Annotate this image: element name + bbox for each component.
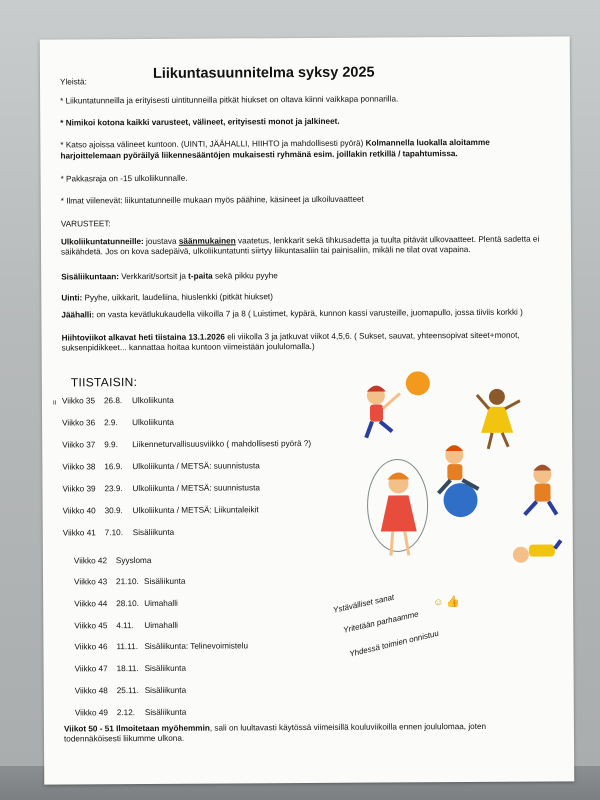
schedule-week: Viikko 40 (62, 506, 96, 516)
schedule-date: 16.9. (104, 462, 123, 472)
equipment-indoor-label: Sisäliikuntaan: (61, 272, 120, 282)
schedule-week: Viikko 36 (62, 418, 96, 428)
schedule-row (62, 439, 311, 450)
schedule-week: Viikko 39 (62, 484, 96, 494)
schedule-date: 26.8. (103, 396, 123, 406)
schedule-activity: Ulkoliikunta (131, 395, 174, 406)
schedule-row (74, 577, 185, 587)
thumbs-up-icon: 👍 (446, 596, 460, 609)
orange-ball (406, 371, 430, 395)
equipment-label: VARUSTEET: (60, 219, 111, 229)
equipment-indoor (61, 271, 278, 282)
schedule-row (63, 528, 174, 538)
handwritten-line-2: Yritetään parhaamme (342, 609, 420, 635)
schedule-row (63, 505, 259, 515)
schedule-week: Viikko 42 (73, 556, 108, 566)
schedule-row (62, 461, 259, 471)
equipment-swim (61, 292, 273, 303)
equipment-ski-text: eli viikolla 3 ja jatkuvat viikot 4,5,6. ( Sukset, sauvat, yhteensopivat siteet+monot, suksenpidikkeet... kannattaa hoitaa kuntoon viimeistään joululomalla.) (61, 330, 520, 353)
schedule-activity: Ulkoliikunta / METSÄ: suunnistusta (132, 483, 260, 494)
general-item-check-gear-text: * Katso ajoissa välineet kuntoon. (UINTI, JÄÄHALLI, HIIHTO ja mahdollisesti pyörä) (60, 138, 364, 150)
schedule-activity: Uimahalli (144, 620, 179, 630)
schedule-row (74, 556, 152, 565)
equipment-outdoor (61, 235, 541, 258)
schedule-week: Viikko 45 (74, 621, 108, 631)
schedule-heading: TIISTAISIN: (70, 375, 138, 390)
equipment-indoor-post: sekä pikku pyyhe (214, 271, 278, 281)
footer-note-bold: Viikot 50 - 51 Ilmoitetaan myöhemmin (63, 723, 210, 734)
schedule-activity: Sisäliikunta (144, 685, 187, 695)
schedule-row (74, 599, 178, 609)
schedule-row (62, 418, 174, 428)
schedule-week: Viikko 49 (74, 708, 108, 718)
jumping-boy-figure (366, 385, 400, 437)
schedule-activity: Ulkoliikunta (132, 417, 174, 428)
schedule-row (75, 664, 186, 674)
schedule-activity: Ulkoliikunta / METSÄ: suunnistusta (132, 461, 260, 472)
schedule-date: 4.11. (116, 621, 134, 631)
schedule-activity: Sisäliikunta (144, 663, 187, 673)
schedule-row (62, 396, 174, 406)
schedule-week: Viikko 37 (62, 440, 96, 450)
schedule-row (62, 483, 259, 493)
schedule-activity: Liikenneturvallisuusviikko ( mahdollisesti pyörä ?) (132, 438, 312, 450)
schedule-week: Viikko 48 (74, 686, 108, 696)
equipment-outdoor-key: säänmukainen (178, 236, 236, 246)
equipment-ski-label: Hiihtoviikot alkavat heti tiistaina 13.1.2026 (61, 332, 225, 343)
schedule-activity: Sisäliikunta (144, 707, 187, 717)
schedule-date: 21.10. (116, 577, 139, 587)
schedule-row (75, 686, 186, 696)
schedule-row (74, 621, 178, 631)
sitting-boy-figure (524, 464, 556, 514)
general-item-cycling-start: Kolmannella luokalla aloitamme (365, 137, 490, 148)
footer-note-text: , sali on luultavasti käytössä viimeisillä kouluviikoilla ennen joululomaa, joten todennäköisesti liikumme ulkona. (63, 721, 487, 744)
schedule-activity: Syysloma (115, 555, 152, 566)
smiley-icon: ☺ (433, 597, 444, 609)
equipment-ice-label: Jäähalli: (61, 310, 95, 320)
equipment-outdoor-label: Ulkoliikuntatunneille: (60, 236, 144, 247)
schedule-date: 9.9. (104, 440, 118, 450)
schedule-activity: Ulkoliikunta / METSÄ: Liikuntaleikit (132, 505, 259, 516)
rolling-boy-figure (513, 540, 561, 562)
schedule-week: Viikko 46 (74, 642, 108, 652)
schedule-row (75, 708, 186, 718)
equipment-outdoor-text: vaatetus, lenkkarit sekä tihkusadetta ja tuulta pitävät ulkovaatteet. Plentä sadetta ei säikähdetä. Jos on kova sadepäivä, ulkoliikuntatunti siirtyy liikuntasaliin tai painisaliin, mikäli ne tilat ovat vapaina. (60, 234, 540, 257)
schedule-date: 30.9. (104, 506, 123, 516)
schedule-week: Viikko 35 (61, 396, 96, 406)
handwritten-line-3: Yhdessä toimien onnistuu (348, 628, 440, 659)
general-item-frost: * Pakkasraja on -15 ulkoliikunnalle. (60, 173, 188, 184)
schedule-activity: Uimahalli (144, 598, 178, 608)
general-label: Yleistä: (59, 77, 87, 87)
schedule-activity: Sisäliikunta: Telinevoimistelu (144, 641, 249, 651)
schedule-week: Viikko 47 (74, 664, 108, 674)
schedule-date: 28.10. (116, 599, 139, 609)
document-page (40, 36, 575, 784)
schedule-date: 18.11. (116, 664, 139, 674)
schedule-row (74, 641, 248, 651)
general-item-cycling-cont: harjoittelemaan pyöräilyä liikennesääntöjen mukaisesti ryhmänä esim. joillakin retkillä / tapahtumissa. (60, 149, 458, 161)
schedule-week: Viikko 43 (74, 577, 108, 587)
equipment-ice-text: on vasta kevätlukukaudella viikoilla 7 ja 8 ( Luistimet, kypärä, kunnon kassi varusteille, juomapullo, jossa tiiviis korkki ) (96, 307, 523, 320)
equipment-swim-text: Pyyhe, uikkarit, laudeliina, hiuslenkki (pitkät hiukset) (84, 292, 273, 303)
page-title: Liikuntasuunnitelma syksy 2025 (152, 64, 375, 82)
children-playing-illustration (342, 364, 563, 575)
schedule-date: 11.11. (116, 642, 139, 652)
equipment-swim-label: Uinti: (61, 293, 83, 303)
schedule-week: Viikko 41 (62, 528, 96, 538)
schedule-week: Viikko 38 (62, 462, 96, 472)
schedule-activity: Sisäliikunta (132, 527, 175, 538)
schedule-week: Viikko 44 (74, 599, 108, 609)
equipment-outdoor-pre: joustava (146, 236, 177, 246)
schedule-date: 25.11. (116, 686, 139, 696)
ball-sitting-boy-figure (438, 445, 478, 517)
schedule-activity: Sisäliikunta (144, 576, 186, 586)
schedule-date: 23.9. (104, 484, 123, 494)
margin-mark: II (52, 400, 57, 407)
general-item-clothes: * Ilmat viilenevät: liikuntatunneille mukaan myös päähine, käsineet ja ulkoiluvaatteet (60, 194, 364, 206)
equipment-ski (62, 331, 532, 354)
footer-note (64, 722, 534, 745)
equipment-indoor-key: t-paita (188, 271, 213, 281)
schedule-date: 2.9. (104, 418, 118, 428)
schedule-date: 2.12. (116, 708, 136, 718)
general-item-hair: * Liikuntatunneilla ja erityisesti uintitunneilla pitkät hiukset on oltava kiinni vaikkapa ponnarilla. (60, 94, 399, 106)
equipment-indoor-pre: Verkkarit/sortsit ja (121, 271, 186, 282)
general-item-label-gear: * Nimikoi kotona kaikki varusteet, välineet, erityisesti monot ja jalkineet. (60, 116, 340, 128)
handwritten-line-1: Ystävälliset sanat (332, 592, 396, 615)
schedule-date: 7.10. (104, 528, 123, 538)
equipment-ice (61, 308, 523, 321)
skipping-girl-figure (367, 459, 428, 555)
dancing-girl-figure (477, 389, 520, 449)
